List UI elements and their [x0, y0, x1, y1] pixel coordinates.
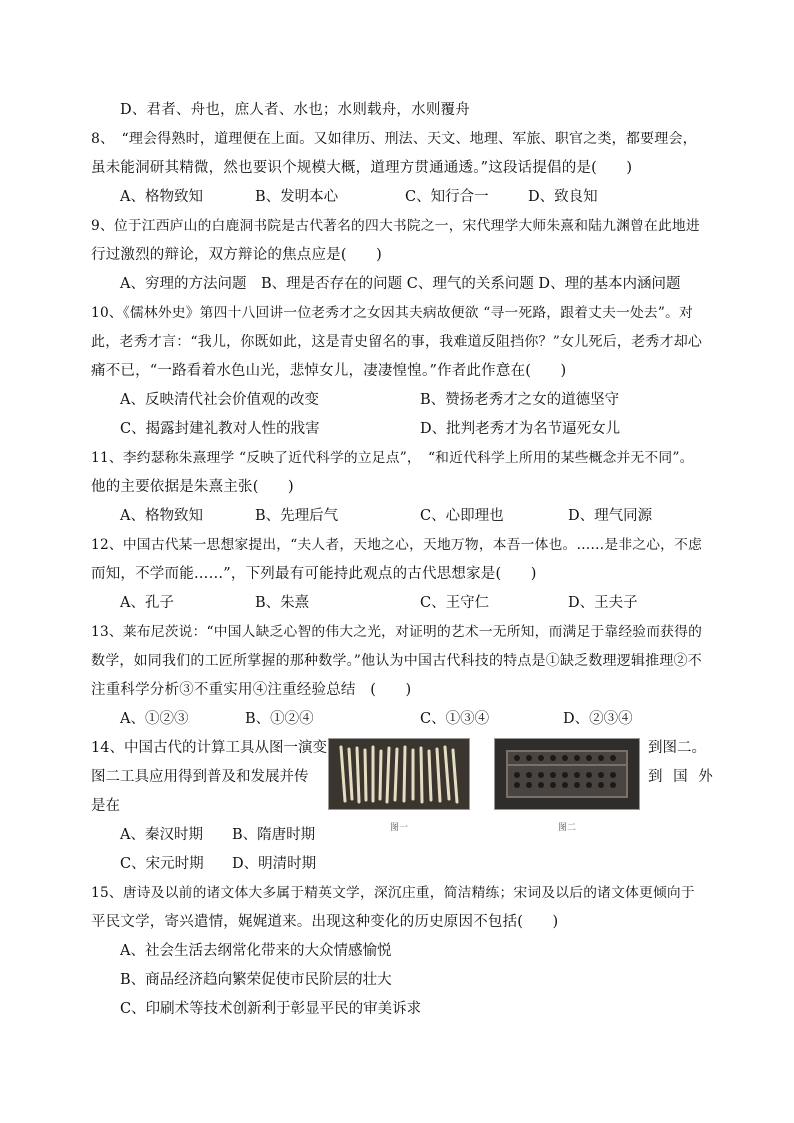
q14-option-d: D、明清时期: [232, 856, 317, 872]
q8-option-c: C、知行合一: [405, 189, 489, 205]
figure1-caption: 图一: [390, 823, 409, 833]
q15-option-b: B、商品经济趋向繁荣促使市民阶层的壮大: [120, 972, 392, 988]
q8-option-d: D、致良知: [528, 189, 598, 205]
q10-option-c: C、揭露封建礼教对人性的戕害: [120, 421, 320, 437]
counting-rods-image: [329, 739, 469, 809]
q12-option-c: C、王守仁: [420, 595, 490, 611]
q10-option-a: A、反映清代社会价值观的改变: [120, 392, 319, 408]
q11-stem-line1: 11、李约瑟称朱熹理学 “反映了近代科学的立足点”， “和近代科学上所用的某些概念并无不同”。: [91, 450, 694, 466]
q10-stem-line1: 10、《儒林外史》第四十八回讲一位老秀才之女因其夫病故便欲 “寻一死路，跟着丈夫一处去”。对: [91, 305, 694, 321]
q10-option-d: D、批判老秀才为名节逼死女儿: [420, 421, 621, 437]
q13-stem-line3: 注重科学分析③不重实用④注重经验总结 ( ): [91, 682, 412, 698]
q14-stem-left3: 是在: [91, 798, 120, 814]
q8-stem-line2: 虽未能洞研其精微，然也要识个规模大概，道理方贯通通透。”这段话提倡的是( ): [91, 160, 633, 176]
q12-option-d: D、王夫子: [568, 595, 638, 611]
q13-stem-line1: 13、莱布尼茨说：“中国人缺乏心智的伟大之光，对证明的艺术一无所知，而满足于靠经验而获得的: [91, 624, 703, 640]
q10-option-b: B、赞扬老秀才之女的道德坚守: [420, 392, 620, 408]
q14-option-c: C、宋元时期: [120, 856, 204, 872]
abacus-figure: [494, 738, 640, 810]
q12-stem-line1: 12、中国古代某一思想家提出，“夫人者，天地之心，天地万物，本吾一体也。……是非之心，不虑: [91, 537, 703, 553]
q14-option-b: B、隋唐时期: [232, 827, 316, 843]
counting-rods-figure: [328, 738, 470, 810]
q14-stem-left2: 图二工具应用得到普及和发展并传: [91, 769, 309, 785]
q11-stem-line2: 他的主要依据是朱熹主张( ): [91, 479, 294, 495]
abacus-image: [495, 739, 639, 809]
q14-option-a: A、秦汉时期: [120, 827, 203, 843]
q8-option-b: B、发明本心: [255, 189, 339, 205]
q13-option-a: A、①②③: [120, 711, 189, 727]
q12-option-b: B、朱熹: [255, 595, 310, 611]
q9-stem-line1: 9、位于江西庐山的白鹿洞书院是古代著名的四大书院之一，宋代理学大师朱熹和陆九渊曾在此地进: [91, 218, 700, 234]
q11-option-d: D、理气同源: [568, 508, 653, 524]
q14-stem-right1: 到图二。: [648, 740, 706, 756]
q12-stem-line2: 而知，不学而能……”，下列最有可能持此观点的古代思想家是( ): [91, 566, 537, 582]
q13-option-c: C、①③④: [420, 711, 490, 727]
q14-stem-left1: 14、中国古代的计算工具从图一演变: [91, 740, 327, 756]
q7-option-d: D、君者、舟也，庶人者、水也；水则载舟，水则覆舟: [120, 102, 470, 118]
q15-stem-line2: 平民文学，寄兴遣情，娓娓道来。出现这种变化的历史原因不包括( ): [91, 914, 559, 930]
q11-option-b: B、先理后气: [255, 508, 339, 524]
figure2-caption: 图二: [558, 823, 577, 833]
q14-stem-right2: 到 国 外: [648, 769, 716, 785]
q13-stem-line2: 数学，如同我们的工匠所掌握的那种数学。”他认为中国古代科技的特点是①缺乏数理逻辑推理②不: [91, 653, 702, 669]
q11-option-a: A、格物致知: [120, 508, 203, 524]
q15-option-a: A、社会生活去纲常化带来的大众情感愉悦: [120, 943, 392, 959]
q13-option-d: D、②③④: [563, 711, 633, 727]
q8-option-a: A、格物致知: [120, 189, 203, 205]
q15-stem-line1: 15、唐诗及以前的诸文体大多属于精英文学，深沉庄重，简洁精练；宋词及以后的诸文体更倾向于: [91, 885, 695, 901]
q9-options: A、穷理的方法问题 B、理是否存在的问题 C、理气的关系问题 D、理的基本内涵问题: [120, 276, 681, 292]
q9-stem-line2: 行过激烈的辩论，双方辩论的焦点应是( ): [91, 247, 383, 263]
q10-stem-line2: 此，老秀才言：“我儿，你既如此，这是青史留名的事，我难道反阻挡你？”女儿死后，老秀才却心: [91, 334, 703, 350]
q13-option-b: B、①②④: [245, 711, 314, 727]
q11-option-c: C、心即理也: [420, 508, 504, 524]
q15-option-c: C、印刷术等技术创新利于彰显平民的审美诉求: [120, 1001, 422, 1017]
q10-stem-line3: 痛不已，“一路看着水色山光，悲悼女儿，凄凄惶惶。”作者此作意在( ): [91, 363, 567, 379]
q12-option-a: A、孔子: [120, 595, 174, 611]
q8-stem-line1: 8、 “理会得熟时，道理便在上面。又如律历、刑法、天文、地理、军旅、职官之类，都要理会，: [91, 131, 697, 147]
